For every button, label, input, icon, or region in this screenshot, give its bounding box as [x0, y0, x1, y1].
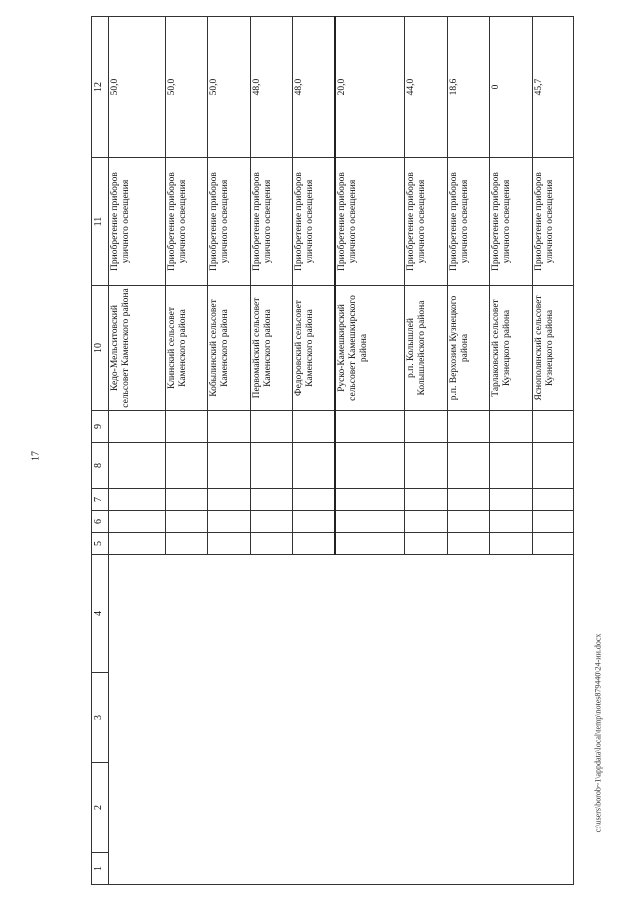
purpose-cell: Приобретение приборов уличного освещения [293, 158, 335, 286]
amount-cell: 20,0 [335, 17, 405, 158]
empty-cell [490, 489, 532, 511]
empty-cell [405, 511, 447, 533]
col-number: 11 [92, 158, 109, 286]
empty-cell [532, 533, 573, 555]
empty-cell [532, 411, 573, 443]
col-number: 4 [92, 555, 109, 673]
empty-cell [293, 411, 335, 443]
empty-cell [109, 533, 166, 555]
purpose-cell: Приобретение приборов уличного освещения [250, 158, 292, 286]
empty-cell [447, 443, 489, 489]
empty-cell [447, 511, 489, 533]
purpose-cell: Приобретение приборов уличного освещения [208, 158, 250, 286]
empty-cell [109, 489, 166, 511]
empty-cell [490, 511, 532, 533]
empty-cell [293, 443, 335, 489]
amount-cell: 45,7 [532, 17, 573, 158]
col-number: 1 [92, 853, 109, 885]
column-number-row [92, 17, 109, 885]
empty-cell [109, 443, 166, 489]
empty-cell [532, 443, 573, 489]
territory-cell: Федоровский сельсовет Каменского района [293, 286, 335, 411]
funding-table [91, 16, 574, 885]
empty-cell [447, 533, 489, 555]
territory-cell: Первомайский сельсовет Каменского района [250, 286, 292, 411]
empty-cell [165, 489, 207, 511]
purpose-cell: Приобретение приборов уличного освещения [405, 158, 447, 286]
col-number: 7 [92, 489, 109, 511]
amount-cell: 50,0 [208, 17, 250, 158]
empty-cell [447, 411, 489, 443]
territory-cell: р.п. Колышлей Колышлейского района [405, 286, 447, 411]
empty-cell [208, 489, 250, 511]
empty-cell [490, 533, 532, 555]
empty-cell [293, 533, 335, 555]
empty-cell [293, 511, 335, 533]
empty-cell [208, 411, 250, 443]
empty-cell [165, 411, 207, 443]
empty-cell [335, 511, 405, 533]
empty-cell [165, 511, 207, 533]
col-number: 8 [92, 443, 109, 489]
amount-cell: 0 [490, 17, 532, 158]
col-number: 5 [92, 533, 109, 555]
territory-cell: Кобылинский сельсовет Каменского района [208, 286, 250, 411]
empty-cell [490, 443, 532, 489]
table-row [109, 17, 166, 885]
empty-cell [335, 489, 405, 511]
empty-cell [335, 443, 405, 489]
purpose-cell: Приобретение приборов уличного освещения [109, 158, 166, 286]
territory-cell: р.п. Верхозим Кузнецкого района [447, 286, 489, 411]
amount-cell: 50,0 [109, 17, 166, 158]
territory-cell: Яснополянский сельсовет Кузнецкого района [532, 286, 573, 411]
col-number: 10 [92, 286, 109, 411]
empty-cell [490, 411, 532, 443]
empty-cell [250, 489, 292, 511]
rotated-table-container [91, 17, 574, 885]
empty-cell [405, 411, 447, 443]
empty-cell [405, 443, 447, 489]
empty-cell [109, 511, 166, 533]
empty-cell [165, 443, 207, 489]
territory-cell: Кедо-Мельситовский сельсовет Каменского района [109, 286, 166, 411]
empty-cell [335, 533, 405, 555]
empty-cell [208, 511, 250, 533]
col-number: 3 [92, 673, 109, 763]
purpose-cell: Приобретение приборов уличного освещения [165, 158, 207, 286]
amount-cell: 48,0 [250, 17, 292, 158]
empty-cell [208, 533, 250, 555]
col-number: 12 [92, 17, 109, 158]
purpose-cell: Приобретение приборов уличного освещения [335, 158, 405, 286]
col-number: 2 [92, 763, 109, 853]
merged-empty-cell [109, 555, 574, 885]
purpose-cell: Приобретение приборов уличного освещения [447, 158, 489, 286]
page-number: 17 [30, 451, 42, 461]
empty-cell [532, 489, 573, 511]
empty-cell [250, 511, 292, 533]
file-path-footer: c:\users\borob~1\appdata\local\temp\notes879440\24-ии.docx [593, 633, 603, 833]
empty-cell [208, 443, 250, 489]
empty-cell [165, 533, 207, 555]
empty-cell [293, 489, 335, 511]
empty-cell [405, 533, 447, 555]
empty-cell [109, 411, 166, 443]
empty-cell [250, 443, 292, 489]
purpose-cell: Приобретение приборов уличного освещения [490, 158, 532, 286]
col-number: 6 [92, 511, 109, 533]
territory-cell: Руско-Камешкирский сельсовет Камешкирского района [335, 286, 405, 411]
amount-cell: 48,0 [293, 17, 335, 158]
empty-cell [405, 489, 447, 511]
empty-cell [250, 533, 292, 555]
empty-cell [250, 411, 292, 443]
col-number: 9 [92, 411, 109, 443]
amount-cell: 18,6 [447, 17, 489, 158]
amount-cell: 44,0 [405, 17, 447, 158]
empty-cell [532, 511, 573, 533]
empty-cell [335, 411, 405, 443]
territory-cell: Тарлаковский сельсовет Кузнецкого района [490, 286, 532, 411]
territory-cell: Клинский сельсовет Каменского района [165, 286, 207, 411]
amount-cell: 50,0 [165, 17, 207, 158]
purpose-cell: Приобретение приборов уличного освещения [532, 158, 573, 286]
empty-cell [447, 489, 489, 511]
